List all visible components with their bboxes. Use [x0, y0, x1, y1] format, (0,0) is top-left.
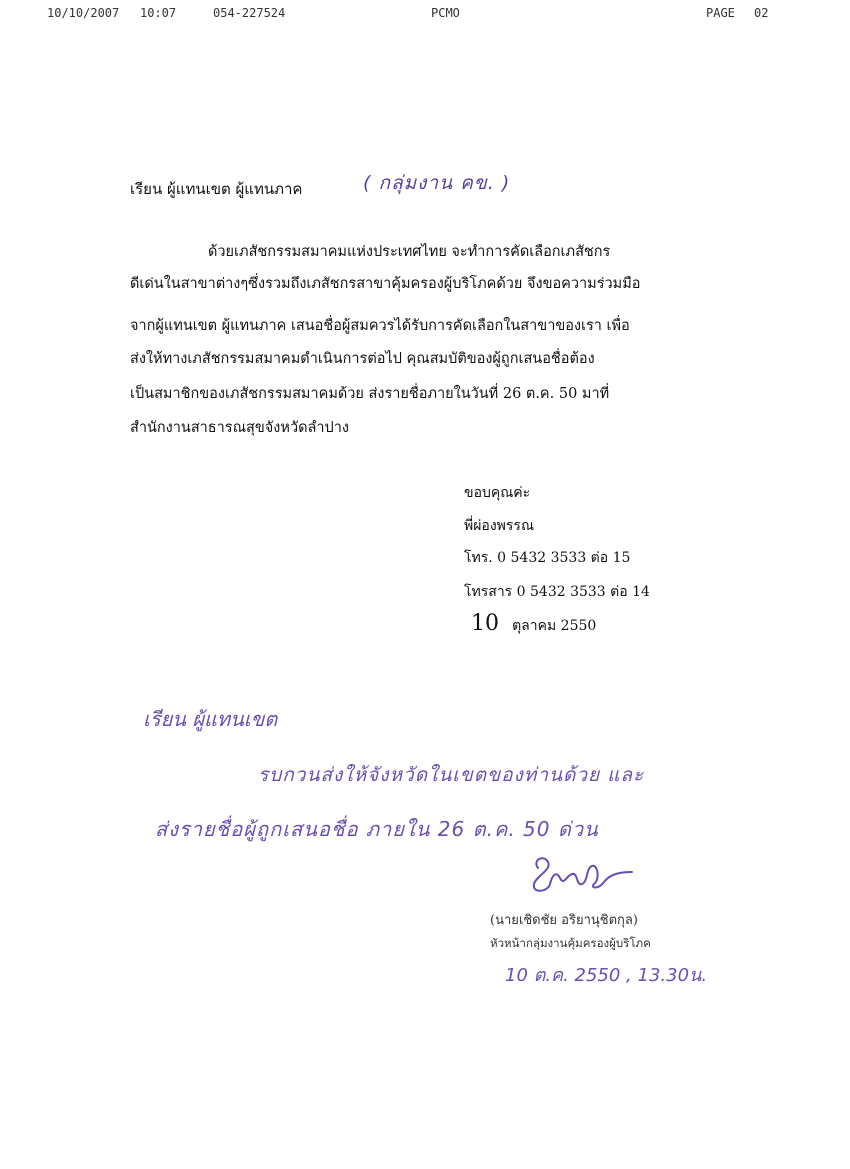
handwritten-date: 10 ต.ค. 2550 , 13.30น.	[505, 965, 708, 986]
fax-page-number: 02	[754, 6, 769, 20]
handwritten-to: เรียน ผู้แทนเขต	[143, 707, 278, 731]
closing-phone: โทร. 0 5432 3533 ต่อ 15	[464, 550, 631, 566]
fax-page-label: PAGE	[706, 6, 735, 20]
body-line-1: ด้วยเภสัชกรรมสมาคมแห่งประเทศไทย จะทำการคัดเลือกเภสัชกร	[208, 244, 611, 260]
body-line-3: จากผู้แทนเขต ผู้แทนภาค เสนอชื่อผู้สมควรได้รับการคัดเลือกในสาขาของเรา เพื่อ	[130, 318, 630, 334]
body-line-6: สำนักงานสาธารณสุขจังหวัดลำปาง	[130, 420, 349, 436]
body-line-5: เป็นสมาชิกของเภสัชกรรมสมาคมด้วย ส่งรายชื่อภายในวันที่ 26 ต.ค. 50 มาที่	[130, 386, 610, 402]
handwritten-line-1: รบกวนส่งให้จังหวัดในเขตของท่านด้วย และ	[258, 764, 645, 786]
fax-date: 10/10/2007	[47, 6, 120, 20]
closing-date	[471, 611, 596, 637]
closing-date-rest: ตุลาคม 2550	[512, 618, 597, 634]
signer-name: (นายเชิดชัย อริยานุชิตกุล)	[490, 913, 638, 928]
closing-fax: โทรสาร 0 5432 3533 ต่อ 14	[464, 584, 650, 600]
closing-date-day: 10	[471, 611, 499, 636]
fax-phone: 054-227524	[213, 6, 286, 20]
handwritten-group-note: ( กลุ่มงาน คข. )	[363, 172, 511, 194]
salutation: เรียน ผู้แทนเขต ผู้แทนภาค	[130, 180, 303, 198]
closing-thanks: ขอบคุณค่ะ	[464, 485, 531, 501]
body-line-4: ส่งให้ทางเภสัชกรรมสมาคมดำเนินการต่อไป คุณสมบัติของผู้ถูกเสนอชื่อต้อง	[130, 351, 595, 367]
fax-time: 10:07	[140, 6, 177, 20]
handwritten-signature	[530, 850, 635, 900]
body-line-2: ดีเด่นในสาขาต่างๆซึ่งรวมถึงเภสัชกรสาขาคุ้มครองผู้บริโภคด้วย จึงขอความร่วมมือ	[130, 276, 641, 292]
fax-sender: PCMO	[431, 6, 460, 20]
fax-header	[0, 6, 850, 26]
closing-name: พี่ผ่องพรรณ	[464, 518, 534, 534]
signer-title: หัวหน้ากลุ่มงานคุ้มครองผู้บริโภค	[490, 936, 651, 950]
handwritten-line-2: ส่งรายชื่อผู้ถูกเสนอชื่อ ภายใน 26 ต.ค. 50 ด่วน	[155, 817, 599, 841]
